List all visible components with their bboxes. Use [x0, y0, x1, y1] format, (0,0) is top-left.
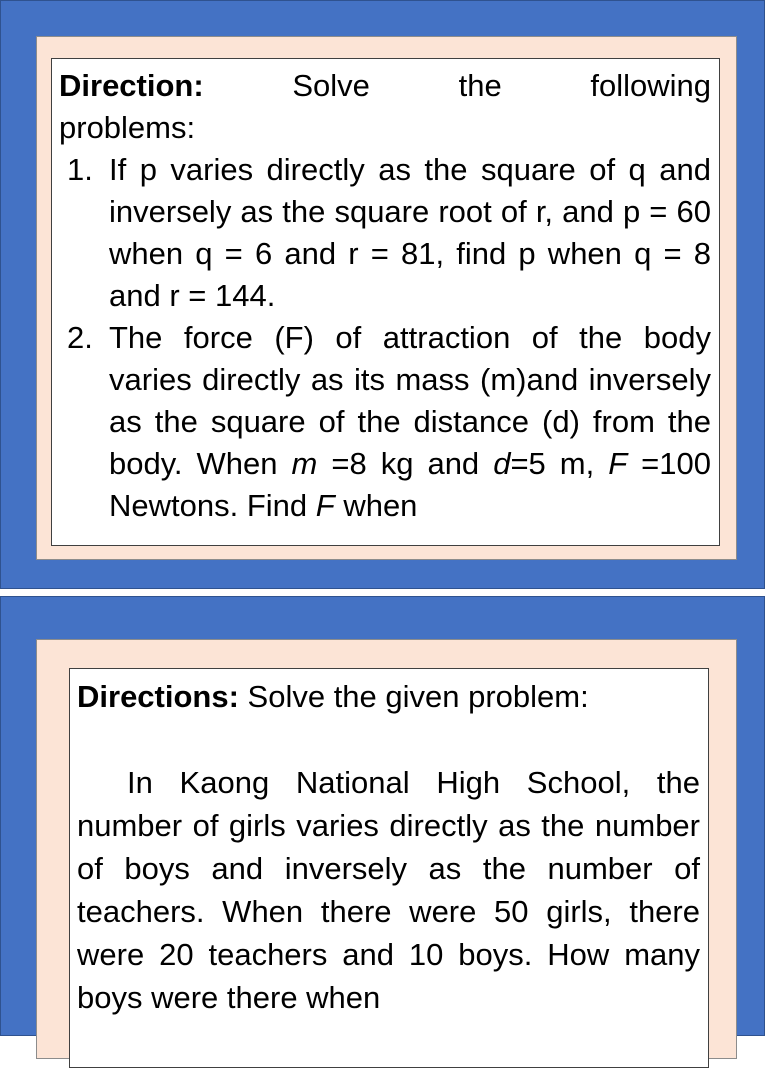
slide-2-panel [36, 639, 737, 1059]
slide-1-textbox [51, 58, 720, 546]
directions-line [77, 675, 700, 718]
direction-text: Solve the following [203, 68, 711, 103]
problem-item [59, 317, 711, 527]
var-m: m [291, 446, 318, 481]
direction-line [59, 65, 711, 107]
problem-text [109, 320, 711, 523]
problem-text-part: when [334, 488, 418, 523]
var-f: F [315, 488, 335, 523]
slide-2-textbox [69, 668, 709, 1068]
problem-text-part: =8 kg and [317, 446, 494, 481]
slide-1-panel [36, 36, 737, 560]
problem-item [59, 149, 711, 317]
direction-text-continued: problems: [59, 110, 196, 145]
problem-text-part: =100 Newtons. Find [109, 446, 711, 523]
problem-number: 2. [67, 320, 93, 355]
spacer [77, 718, 700, 761]
var-f: F [608, 446, 628, 481]
directions-label: Directions: [77, 679, 239, 714]
problem-paragraph: In Kaong National High School, the number of girls varies directly as the number of boys and inversely as the number of teachers. When there were 50 girls, there were 20 teachers and 10 boys. How many boys were there when [77, 765, 700, 1015]
slide-2 [0, 596, 765, 1036]
var-d: d [493, 446, 511, 481]
problem-text-part: =5 m, [510, 446, 609, 481]
problem-list [59, 149, 711, 527]
problem-number: 1. [67, 152, 93, 187]
problem-text: If p varies directly as the square of q and inversely as the square root of r, and p = 60 when q = 6 and r = 81, find p when q = 8 and r = 144. [109, 152, 711, 313]
problem-text-part: The force (F) of attraction of the body varies directly as its mass (m)and inversely as the square of the distance (d) from the body. When [109, 320, 711, 481]
direction-label: Direction: [59, 68, 204, 103]
directions-text: Solve the given problem: [238, 679, 589, 714]
